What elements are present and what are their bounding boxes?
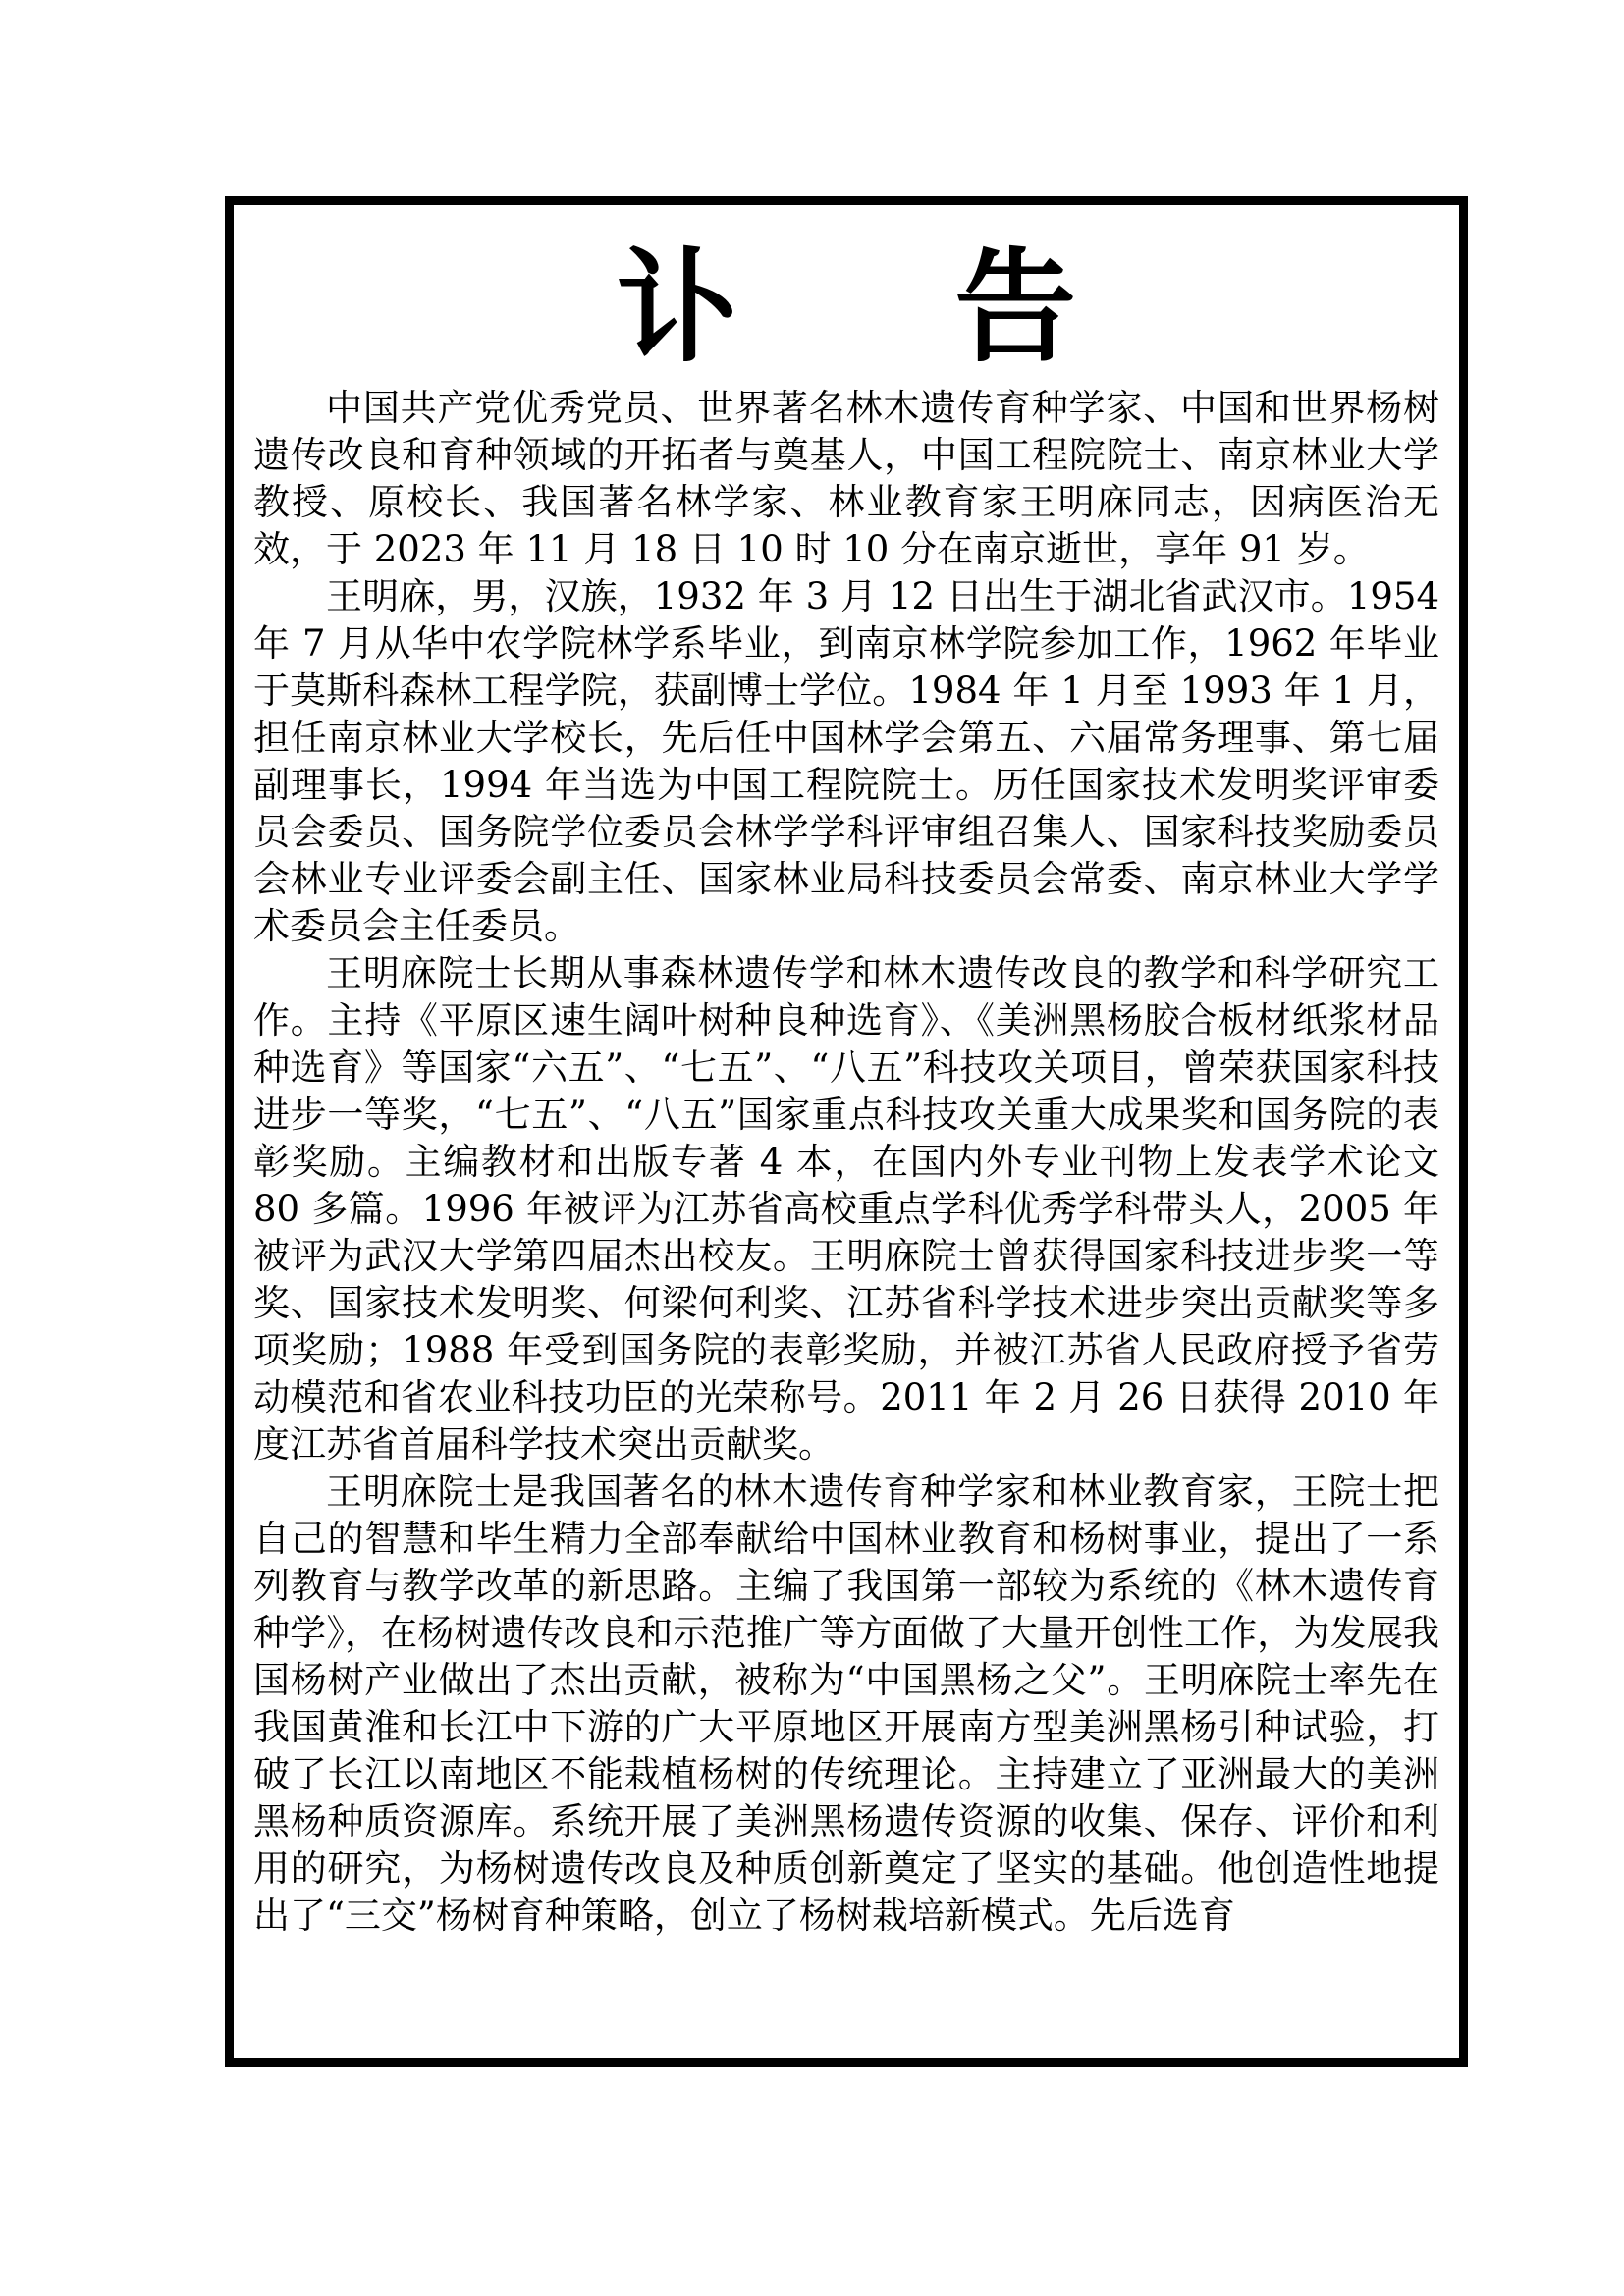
notice-title: 讣告 — [616, 238, 1292, 379]
paragraph-intro: 中国共产党优秀党员、世界著名林木遗传育种学家、中国和世界杨树遗传改良和育种领域的开拓者与奠基人，中国工程院院士、南京林业大学教授、原校长、我国著名林学家、林业教育家王明庥同志，因病医治无效，于 2023 年 11 月 18 日 10 时 10 分在南京逝世，享年 91 岁。 — [253, 387, 1439, 570]
paragraph-contributions: 王明庥院士是我国著名的林木遗传育种学家和林业教育家，王院士把自己的智慧和毕生精力全部奉献给中国林业教育和杨树事业，提出了一系列教育与教学改革的新思路。主编了我国第一部较为系统的《林木遗传育种学》，在杨树遗传改良和示范推广等方面做了大量开创性工作，为发展我国杨树产业做出了杰出贡献，被称为“中国黑杨之父”。王明庥院士率先在我国黄淮和长江中下游的广大平原地区开展南方型美洲黑杨引种试验，打破了长江以南地区不能栽植杨树的传统理论。主持建立了亚洲最大的美洲黑杨种质资源库。系统开展了美洲黑杨遗传资源的收集、保存、评价和利用的研究，为杨树遗传改良及种质创新奠定了坚实的基础。他创造性地提出了“三交”杨树育种策略，创立了杨树栽培新模式。先后选育 — [253, 1470, 1439, 1937]
paragraph-research: 王明庥院士长期从事森林遗传学和林木遗传改良的教学和科学研究工作。主持《平原区速生阔叶树种良种选育》、《美洲黑杨胶合板材纸浆材品种选育》等国家“六五”、“七五”、“八五”科技攻关项目，曾荣获国家科技进步一等奖，“七五”、“八五”国家重点科技攻关重大成果奖和国务院的表彰奖励。主编教材和出版专著 4 本，在国内外专业刊物上发表学术论文 80 多篇。1996 年被评为江苏省高校重点学科优秀学科带头人，2005 年被评为武汉大学第四届杰出校友。王明庥院士曾获得国家科技进步奖一等奖、国家技术发明奖、何梁何利奖、江苏省科学技术进步突出贡献奖等多项奖励；1988 年受到国务院的表彰奖励，并被江苏省人民政府授予省劳动模范和省农业科技功臣的光荣称号。2011 年 2 月 26 日获得 2010 年度江苏省首届科学技术突出贡献奖。 — [253, 952, 1439, 1466]
notice-body — [253, 385, 1439, 1940]
notice-frame — [225, 196, 1468, 2067]
paragraph-biography: 王明庥，男，汉族，1932 年 3 月 12 日出生于湖北省武汉市。1954 年 7 月从华中农学院林学系毕业，到南京林学院参加工作，1962 年毕业于莫斯科森林工程学院，获副博士学位。1984 年 1 月至 1993 年 1 月，担任南京林业大学校长，先后任中国林学会第五、六届常务理事、第七届副理事长，1994 年当选为中国工程院院士。历任国家技术发明奖评审委员会委员、国务院学位委员会林学学科评审组召集人、国家科技奖励委员会林业专业评委会副主任、国家林业局科技委员会常委、南京林业大学学术委员会主任委员。 — [253, 575, 1439, 947]
